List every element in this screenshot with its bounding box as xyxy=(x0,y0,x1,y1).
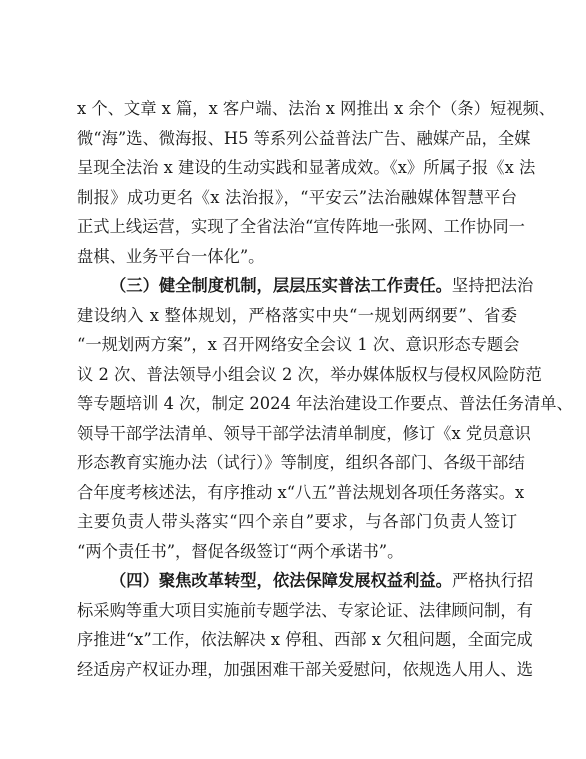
text-line: 制报》成功更名《x 法治报》，“平安云”法治融媒体智慧平台 xyxy=(77,187,517,207)
text-line: 议 2 次、普法领导小组会议 2 次，举办媒体版权与侵权风险防范 xyxy=(77,364,542,384)
text-line: 微“海”选、微海报、H5 等系列公益普法广告、融媒产品，全媒 xyxy=(77,128,531,148)
paragraph-institutional-mechanism xyxy=(77,271,573,566)
text-line: “两个责任书”，督促各级签订“两个承诺书”。 xyxy=(77,541,404,561)
text-line: 建设纳入 x 整体规划，严格落实中央“一规划两纲要”、省委 xyxy=(77,305,517,325)
section-first-line xyxy=(77,271,534,301)
text-line: 合年度考核述法，有序推动 x“八五”普法规划各项任务落实。x xyxy=(77,482,525,502)
paragraph-publicity-results xyxy=(77,94,556,271)
text-line: 经适房产权证办理，加强困难干部关爱慰问，依规选人用人、选 xyxy=(77,659,533,679)
text-line: 等专题培训 4 次，制定 2024 年法治建设工作要点、普法任务清单、 xyxy=(77,394,573,413)
section-text-start: 严格执行招 xyxy=(451,571,534,590)
document-body xyxy=(77,94,573,684)
section-heading-4: （四）聚焦改革转型，依法保障发展权益利益。 xyxy=(110,571,452,590)
text-line: 盘棋、业务平台一体化”。 xyxy=(77,246,265,266)
section-text-start: 坚持把法治 xyxy=(451,276,534,295)
text-line: 正式上线运营，实现了全省法治“宣传阵地一张网、工作协同一 xyxy=(77,217,525,236)
text-line: 形态教育实施办法（试行）》等制度，组织各部门、各级干部结 xyxy=(77,453,525,472)
text-line: “一规划两方案”，x 召开网络安全会议 1 次、意识形态专题会 xyxy=(77,335,520,354)
text-line: 序推进“x”工作，依法解决 x 停租、西部 x 欠租问题，全面完成 xyxy=(77,630,533,649)
text-line: 领导干部学法清单、领导干部学法清单制度，修订《x 党员意识 xyxy=(77,423,531,443)
text-line: 呈现全法治 x 建设的生动实践和显著成效。《x》所属子报《x 法 xyxy=(77,158,536,177)
section-heading-3: （三）健全制度机制，层层压实普法工作责任。 xyxy=(110,276,452,295)
text-line: 主要负责人带头落实“四个亲自”要求，与各部门负责人签订 xyxy=(77,512,517,531)
paragraph-reform-transformation xyxy=(77,566,534,684)
section-first-line xyxy=(77,566,534,596)
text-line: x 个、文章 x 篇，x 客户端、法治 x 网推出 x 余个（条）短视频、 xyxy=(77,99,556,118)
text-line: 标采购等重大项目实施前专题学法、专家论证、法律顾问制，有 xyxy=(77,600,533,620)
